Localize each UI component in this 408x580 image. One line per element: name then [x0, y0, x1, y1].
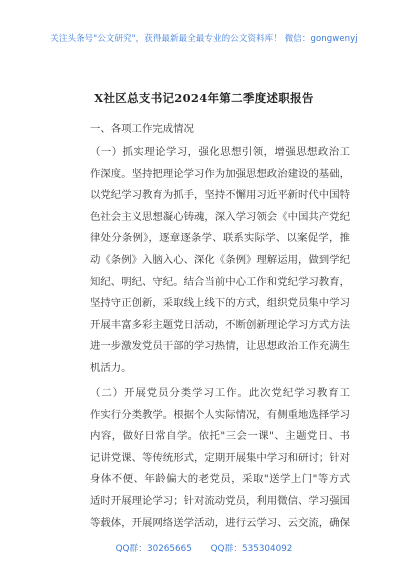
footer-contact — [0, 541, 408, 554]
text-line: 机活力。 — [90, 361, 132, 374]
section-heading: 一、各项工作完成情况 — [90, 123, 194, 135]
text-line: 内容，做好日常自学。依托"三会一课"、主题党日、书 — [90, 430, 350, 443]
text-line: （二）开展党员分类学习工作。此次党纪学习教育工 — [90, 387, 350, 399]
text-line: 色社会主义思想凝心铸魂，深入学习领会《中国共产党纪 — [90, 210, 350, 223]
text-line: 等载体，开展网络送学活动，进行云学习、云交流，确保 — [90, 516, 350, 529]
text-line: 动《条例》入脑入心、深化《条例》理解运用，做到学纪 — [90, 253, 350, 266]
text-line: 坚持守正创新，采取线上线下的方式，组织党员集中学习 — [90, 297, 350, 310]
document-title: X社区总支书记2024年第二季度述职报告 — [94, 91, 314, 105]
paragraph-2 — [90, 383, 350, 534]
text-line: 作实行分类教学。根据个人实际情况，有侧重地选择学习 — [90, 408, 350, 421]
paragraph-1 — [90, 142, 350, 380]
text-line: 开展丰富多彩主题党日活动，不断创新理论学习方式方法 — [90, 318, 350, 331]
text-line: 进一步激发党员干部的学习热情，让思想政治工作充满生 — [90, 340, 350, 353]
text-line: 适时开展理论学习；针对流动党员，利用微信、学习强国 — [90, 494, 350, 507]
text-line: 以党纪学习教育为抓手，坚持不懈用习近平新时代中国特 — [90, 189, 350, 202]
footer-qq-group-2: QQ群：535304092 — [210, 544, 293, 554]
text-line: （一）抓实理论学习，强化思想引领，增强思想政治工 — [90, 146, 350, 158]
text-line: 作深度。坚持把理论学习作为加强思想政治建设的基础， — [90, 167, 350, 180]
header-promo-text: 关注头条号"公文研究"，获得最新最全最专业的公文资料库！ 微信：gongwenyj — [50, 34, 358, 44]
text-line: 律处分条例》，逐章逐条学、联系实际学、以案促学，推 — [90, 232, 350, 245]
text-line: 知纪、明纪、守纪。结合当前中心工作和党纪学习教育， — [90, 275, 350, 288]
text-line: 身体不便、年龄偏大的老党员，采取"送学上门"等方式 — [90, 473, 350, 486]
text-line: 记讲党课、等传统形式，定期开展集中学习和研讨；针对 — [90, 451, 350, 464]
footer-qq-group-1: QQ群：30265665 — [115, 544, 192, 554]
